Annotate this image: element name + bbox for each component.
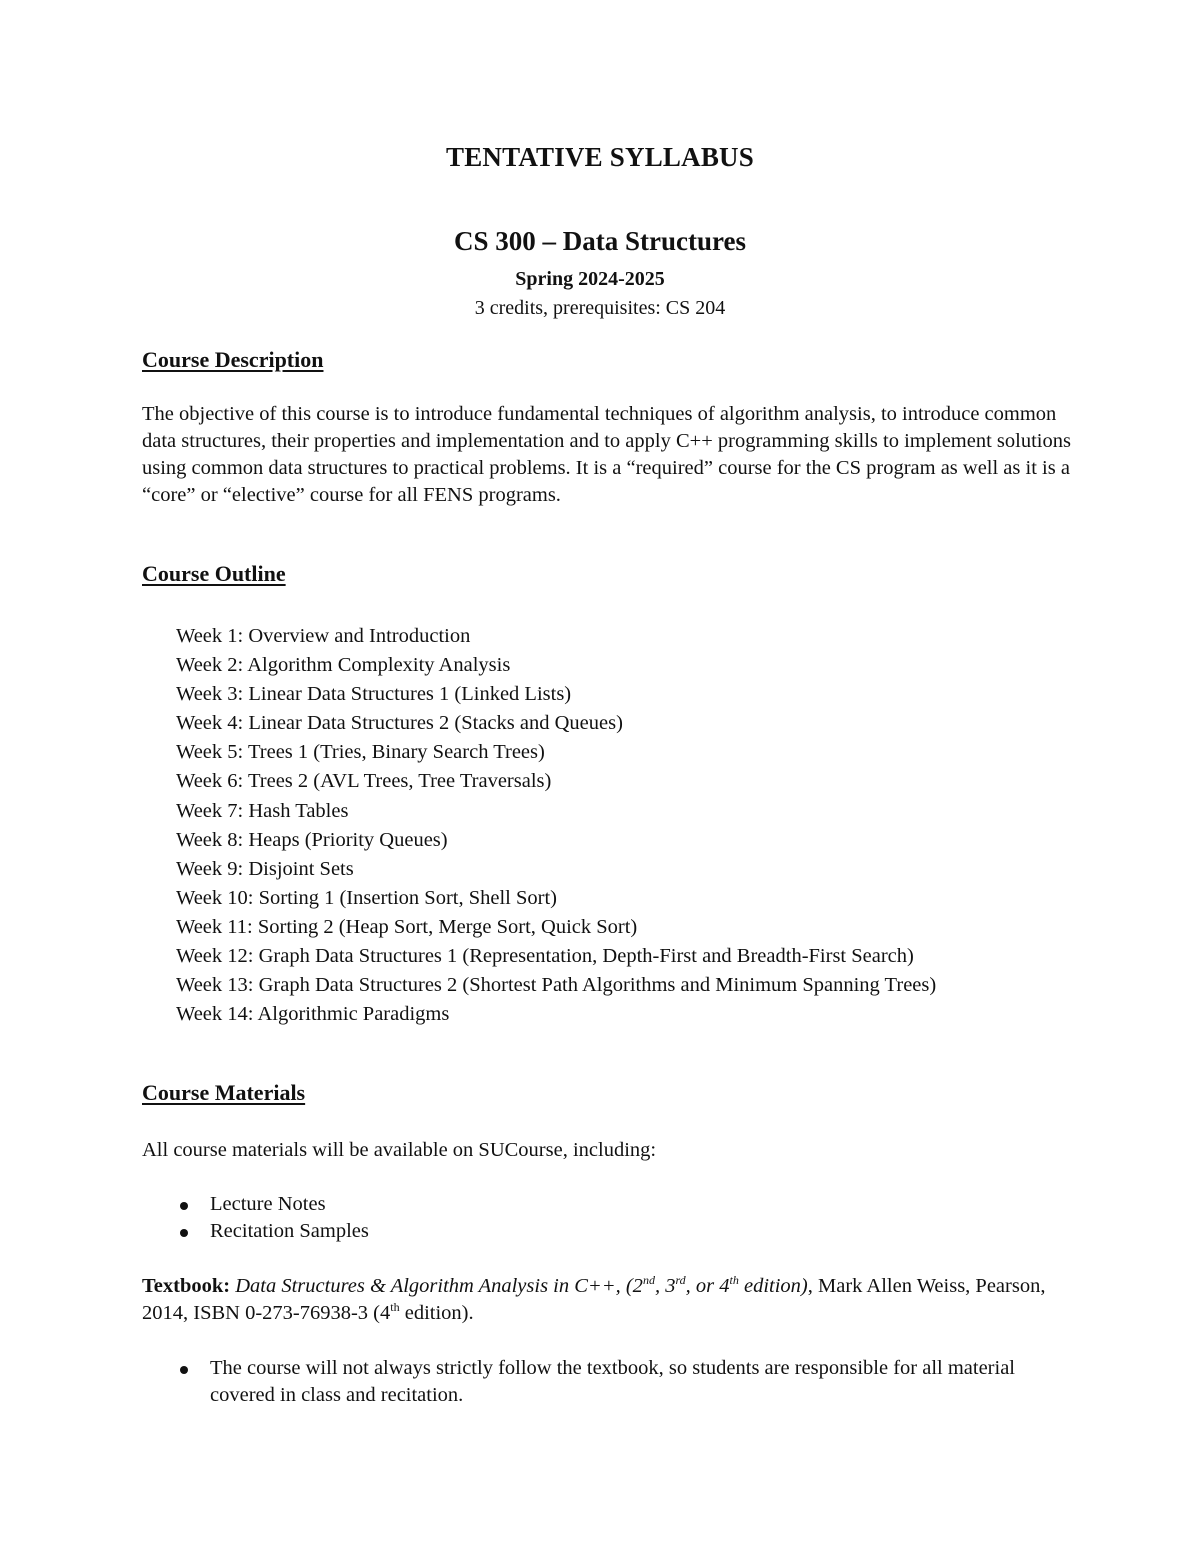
list-item (142, 1191, 1060, 1218)
list-item-label: Lecture Notes (210, 1193, 326, 1215)
bullet-icon (180, 1366, 188, 1374)
week-item: Week 14: Algorithmic Paradigms (176, 1003, 450, 1026)
textbook-title (235, 1275, 808, 1297)
week-item: Week 7: Hash Tables (176, 799, 349, 822)
week-item: Week 4: Linear Data Structures 2 (Stacks and Queues) (176, 712, 623, 735)
course-credits: 3 credits, prerequisites: CS 204 (474, 297, 726, 319)
course-term: Spring 2024-2025 (515, 268, 665, 290)
materials-intro: All course materials will be available on SUCourse, including: (142, 1139, 657, 1161)
week-item: Week 10: Sorting 1 (Insertion Sort, Shell Sort) (176, 886, 557, 909)
week-item: Week 11: Sorting 2 (Heap Sort, Merge Sort, Quick Sort) (176, 915, 638, 938)
course-description-text: The objective of this course is to introduce fundamental techniques of algorithm analysis, to introduce common data structures, their properties and implementation and to apply C++ programming skills to implement solutions using common data structures to practical problems. It is a “required” course for the CS program as well as it is a “core” or “elective” course for all FENS programs. (142, 403, 1071, 506)
week-item: Week 6: Trees 2 (AVL Trees, Tree Traversals) (176, 770, 552, 793)
textbook-info (142, 1273, 1072, 1327)
document-title: TENTATIVE SYLLABUS (446, 142, 754, 172)
course-name: CS 300 – Data Structures (454, 226, 746, 256)
week-item: Week 9: Disjoint Sets (176, 857, 354, 880)
week-item: Week 8: Heaps (Priority Queues) (176, 828, 448, 851)
edition-superscript: rd (675, 1273, 686, 1288)
bullet-icon (180, 1202, 188, 1210)
textbook-note: The course will not always strictly follow the textbook, so students are responsible for all material covered in class and recitation. (210, 1357, 1015, 1406)
edition-superscript: nd (642, 1273, 655, 1288)
textbook-details: , Mark Allen Weiss, Pearson, 2014, ISBN 0-273-76938-3 (4 (142, 1275, 1046, 1324)
edition-superscript: th (390, 1300, 400, 1315)
week-item: Week 3: Linear Data Structures 1 (Linked Lists) (176, 683, 572, 706)
list-item (142, 1218, 1060, 1245)
week-list (176, 622, 936, 1029)
materials-list (142, 1191, 1060, 1245)
textbook-label: Textbook: (142, 1275, 231, 1297)
textbook-title-end: edition) (738, 1275, 808, 1297)
course-description-heading: Course Description (142, 347, 324, 372)
edition-separator: , or 4 (685, 1275, 730, 1297)
course-materials-heading: Course Materials (142, 1080, 306, 1105)
week-item: Week 2: Algorithm Complexity Analysis (176, 654, 511, 677)
week-item: Week 13: Graph Data Structures 2 (Shortest Path Algorithms and Minimum Spanning Trees) (176, 974, 937, 997)
list-item-label: Recitation Samples (210, 1220, 369, 1242)
week-item: Week 1: Overview and Introduction (176, 625, 471, 647)
textbook-title-text: Data Structures & Algorithm Analysis in C++, (2 (235, 1275, 643, 1297)
course-outline-heading: Course Outline (142, 561, 286, 586)
textbook-end: edition). (399, 1302, 474, 1324)
bullet-icon (180, 1229, 188, 1237)
week-item: Week 5: Trees 1 (Tries, Binary Search Trees) (176, 741, 545, 764)
textbook-note-list (142, 1355, 1060, 1409)
edition-separator: , 3 (654, 1275, 676, 1297)
list-item (142, 1355, 1060, 1409)
week-item: Week 12: Graph Data Structures 1 (Representation, Depth-First and Breadth-First Search) (176, 945, 914, 968)
edition-superscript: th (729, 1273, 739, 1288)
